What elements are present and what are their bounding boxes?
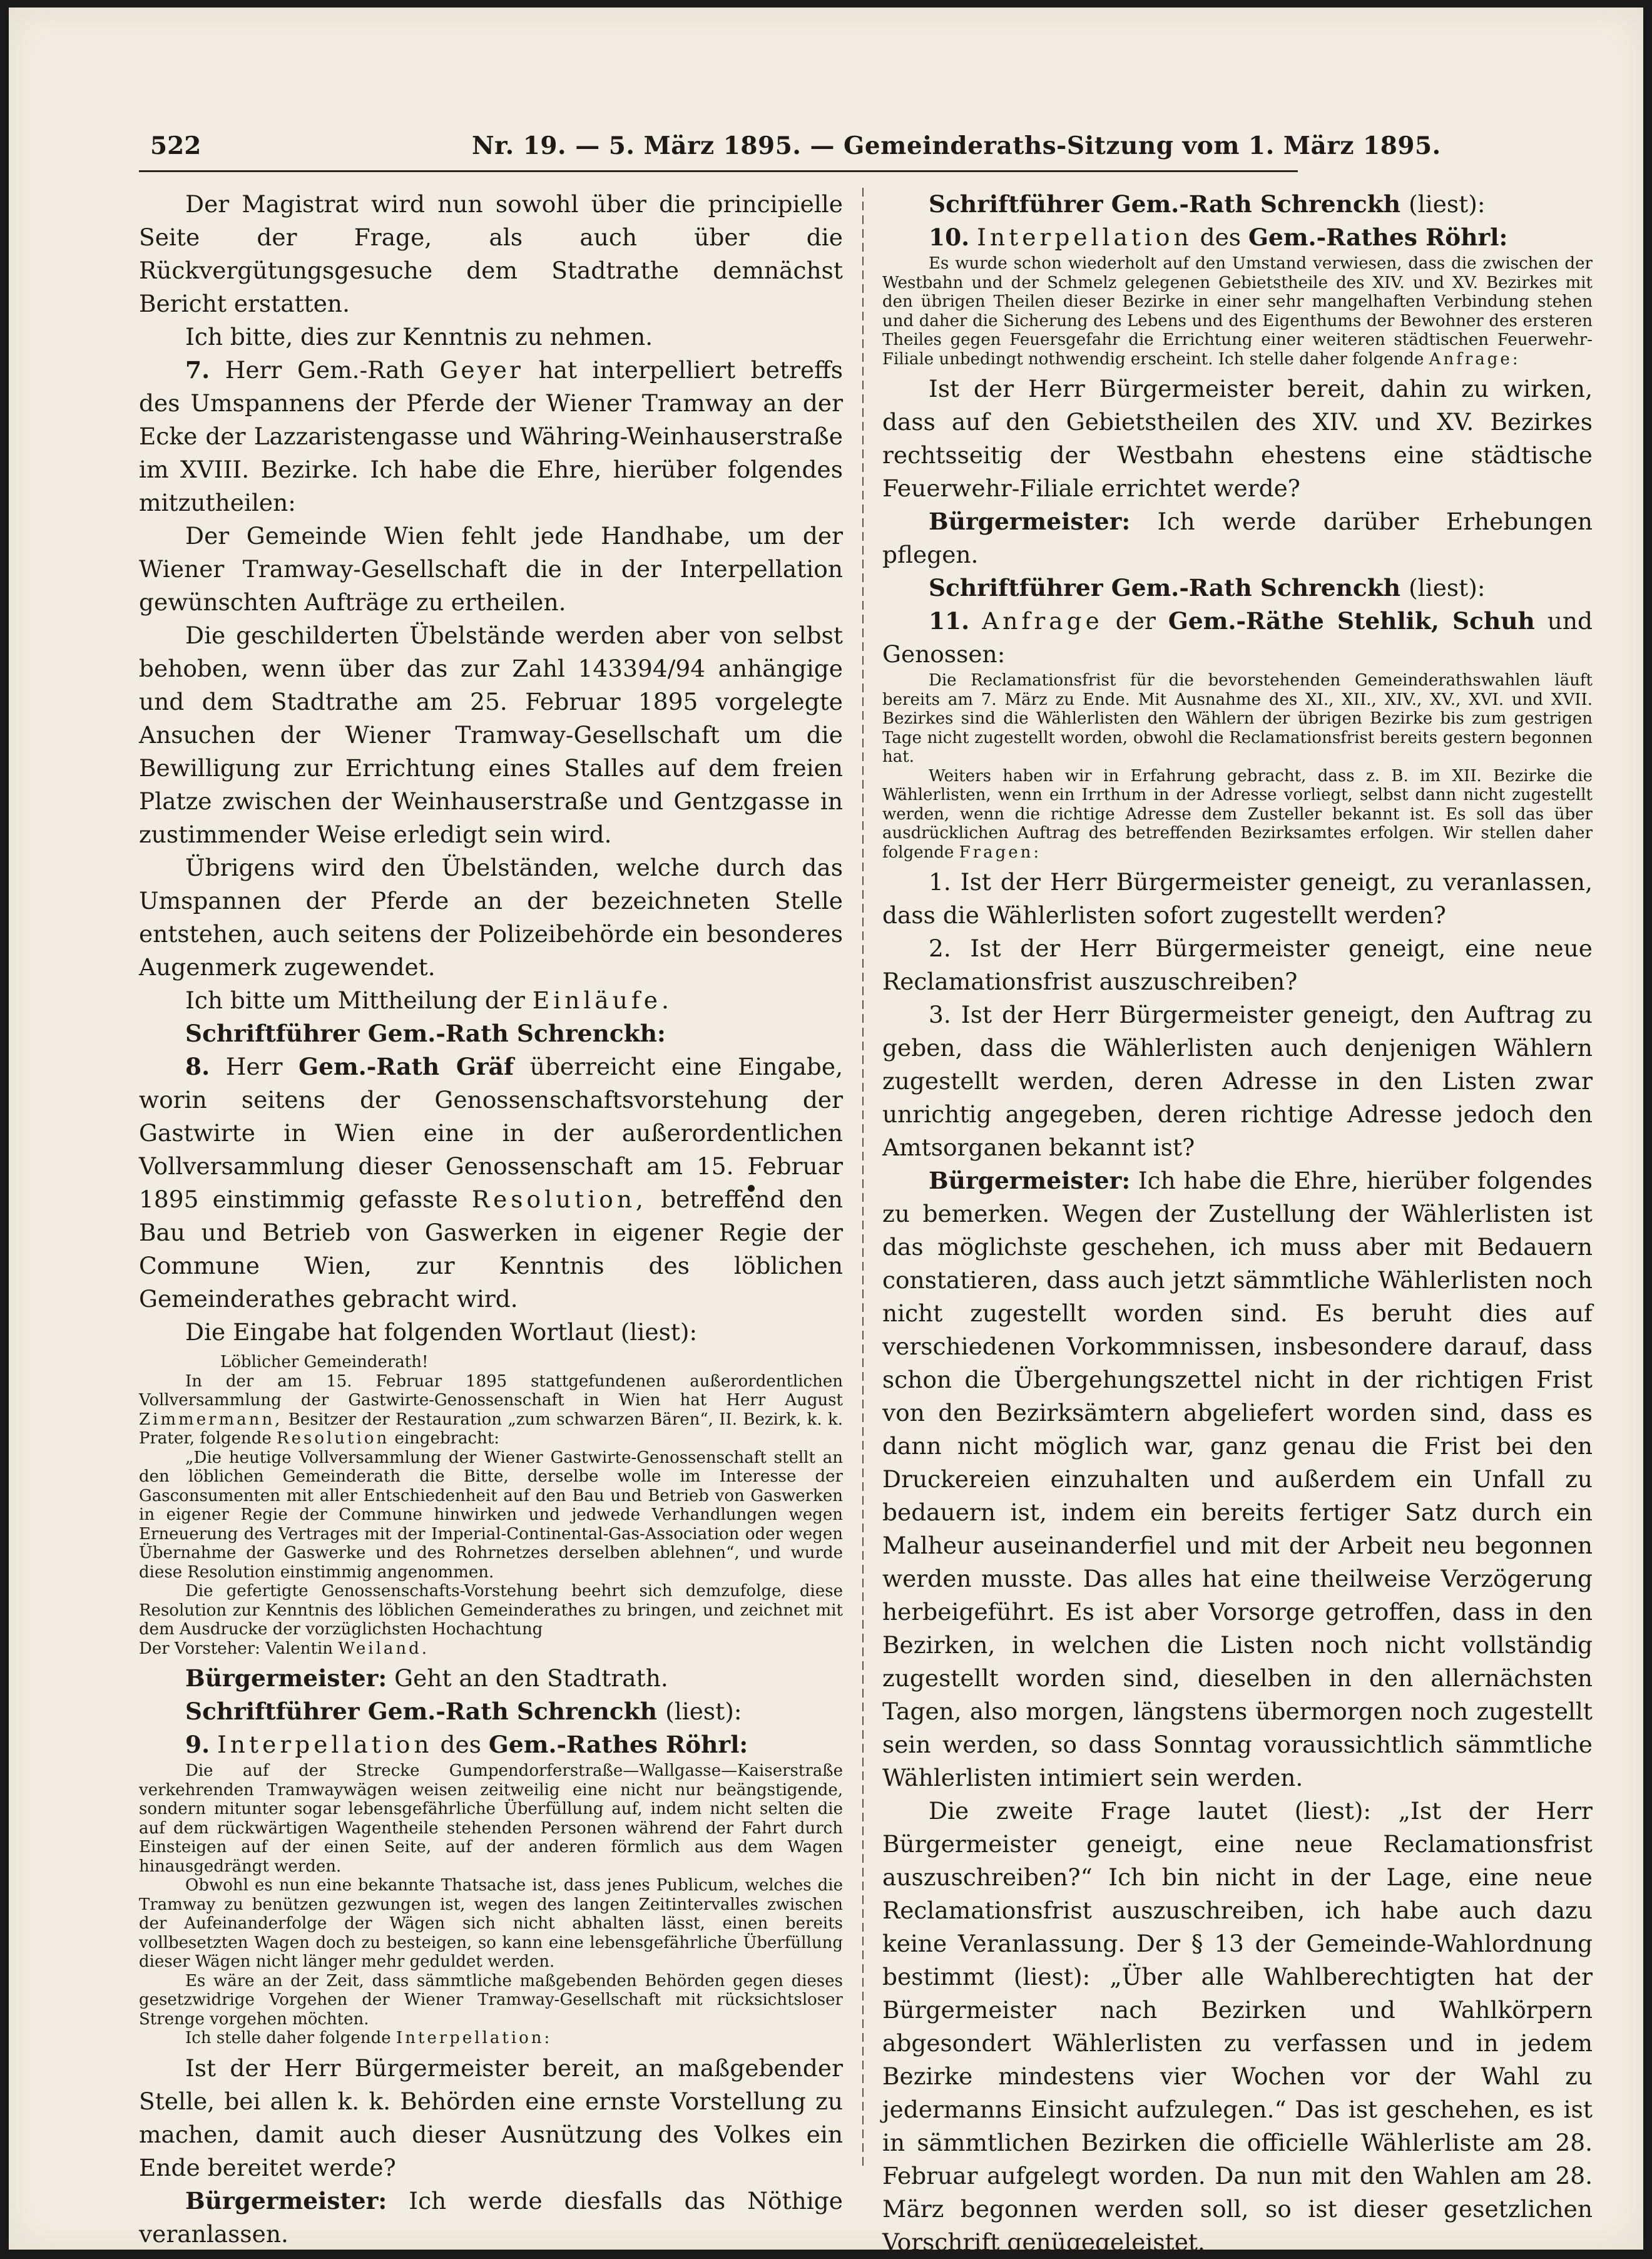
letter-salutation: Löblicher Gemeinderath! bbox=[220, 1353, 429, 1371]
mayor-response: Bürgermeister: Ich werde diesfalls das Nöthige veranlassen. bbox=[139, 2186, 843, 2248]
item-11-heading: 11. Anfrage der Gem.-Räthe Stehlik, Schuh und Genossen: bbox=[882, 607, 1593, 668]
inquiry-text: Die Reclamationsfrist für die bevorstehenden Gemeinderathswahlen läuft bereits am 7. März zu Ende. Mit Ausnahme des XI., XII., XIV., XV., XVI. und XVII. Bezirkes sind die Wählerlisten den Wählern der übrigen Bezirke bis zum gestrigen Tage nicht zugestellt worden, obwohl die Reclamationsfrist bereits gestern begonnen hat. bbox=[882, 671, 1593, 766]
paragraph: Die zweite Frage lautet (liest): „Ist der Herr Bürgermeister geneigt, eine neue Reclamationsfrist auszuschreiben?“ Ich bin nicht in der Lage, eine neue Reclamationsfrist auszuschreiben, ich habe auch dazu keine Veranlassung. Der § 13 der Gemeinde-Wahlordnung bestimmt (liest): „Über alle Wahlberechtigten hat der Bürgermeister nach Bezirken und Wahlkörpern abgesondert Wählerlisten zu verfassen und in jedem Bezirke mindestens vier Wochen vor der Wahl zu jedermanns Einsicht aufzulegen.“ Das ist geschehen, es ist in sämmtlichen Bezirken die officielle Wählerliste am 28. Februar aufgelegt worden. Da nun mit den Wahlen am 28. März begonnen werden soll, so ist dieser gesetzlichen Vorschrift genügegeleistet. bbox=[882, 1797, 1593, 2256]
interpellation-text: Obwohl es nun eine bekannte Thatsache ist, dass jenes Publicum, welches die Tramway zu benützen gezwungen ist, wegen des langen Zeitintervalles zwischen der Aufeinanderfolge der Wägen sich nicht abhalten lässt, einen bereits vollbesetzten Wagen doch zu besteigen, so kann eine lebensgefährliche Überfüllung dieser Wägen nicht länger mehr geduldet werden. bbox=[139, 1876, 843, 1971]
paragraph: Der Gemeinde Wien fehlt jede Handhabe, um der Wiener Tramway-Gesellschaft die in der Interpellation gewünschten Aufträge zu ertheilen. bbox=[139, 522, 843, 616]
letter-text: Die gefertigte Genossenschafts-Vorstehung beehrt sich demzufolge, diese Resolution zur Kenntnis des löblichen Gemeinderathes zu bringen, und zeichnet mit dem Ausdrucke der vorzüglichsten Hochachtung bbox=[139, 1582, 843, 1639]
paragraph: Ich bitte, dies zur Kenntnis zu nehmen. bbox=[185, 323, 653, 351]
question-3: 3. Ist der Herr Bürgermeister geneigt, den Auftrag zu geben, dass die Wählerlisten auch denjenigen Wählern zugestellt werden, deren Adresse in den Listen zwar unrichtig angegeben, deren richtige Adresse jedoch den Amtsorganen bekannt ist? bbox=[882, 1001, 1593, 1161]
left-column bbox=[139, 188, 843, 2251]
header-rule bbox=[139, 170, 1298, 172]
interpellation-text: Die auf der Strecke Gumpendorferstraße—Wallgasse—Kaiserstraße verkehrenden Tramwaywägen weisen zeitweilig eine nicht nur beängstigende, sondern mitunter sogar lebensgefährliche Überfüllung auf, indem nicht selten die auf dem rückwärtigen Wagentheile stehenden Personen während der Fahrt durch Einsteigen auf der einen Seite, auf der anderen förmlich aus dem Wagen hinausgedrängt werden. bbox=[139, 1761, 843, 1876]
item-8: 8. Herr Gem.-Rath Gräf überreicht eine Eingabe, worin seitens der Genossenschaftsvorstehung der Gastwirte in Wien eine in der außerordentlichen Vollversammlung dieser Genossenschaft am 15. Februar 1895 einstimmig gefasste Resolution, betreffend den Bau und Betrieb von Gaswerken in eigener Regie der Commune Wien, zur Kenntnis des löblichen Gemeinderathes gebracht wird. bbox=[139, 1053, 844, 1313]
letter-text: „Die heutige Vollversammlung der Wiener Gastwirte-Genossenschaft stellt an den löblichen Gemeinderath die Bitte, derselbe wolle im Interesse der Gasconsumenten mit aller Entschiedenheit auf den Bau und Betrieb von Gaswerken in eigener Regie der Commune hinwirken und jedwede Verhandlungen wegen Erneuerung des Vertrages mit der Imperial-Continental-Gas-Association oder wegen Übernahme der Gaswerke und des Rohrnetzes derselben ablehnen“, und wurde diese Resolution einstimmig angenommen. bbox=[139, 1448, 843, 1582]
inquiry-text: Weiters haben wir in Erfahrung gebracht, dass z. B. im XII. Bezirke die Wählerlisten, wenn ein Irrthum in der Adresse vorliegt, selbst dann nicht zugestellt werden, wenn die richtige Adresse dem Zusteller bekannt ist. Es soll das über ausdrücklichen Auftrag des betreffenden Bezirksamtes erfolgen. Wir stellen daher folgende Fragen: bbox=[882, 766, 1593, 862]
letter-text: In der am 15. Februar 1895 stattgefundenen außerordentlichen Vollversammlung der Gastwirte-Genossenschaft in Wien hat Herr August Zimmermann, Besitzer der Restauration „zum schwarzen Bären“, II. Bezirk, k. k. Prater, folgende Resolution eingebracht: bbox=[139, 1371, 844, 1448]
item-10-heading: 10. Interpellation des Gem.-Rathes Röhrl: bbox=[929, 223, 1508, 251]
running-title: Nr. 19. — 5. März 1895. — Gemeinderaths-Sitzung vom 1. März 1895. bbox=[472, 131, 1441, 160]
paragraph: Die Eingabe hat folgenden Wortlaut (liest): bbox=[185, 1318, 698, 1346]
page-number: 522 bbox=[150, 131, 201, 160]
interpellation-text: Es wäre an der Zeit, dass sämmtliche maßgebenden Behörden gegen dieses gesetzwidrige Vorgehen der Wiener Tramway-Gesellschaft mit rücksichtsloser Strenge vorgehen möchten. bbox=[139, 1971, 843, 2029]
paragraph: Ich bitte um Mittheilung der Einläufe. bbox=[185, 986, 673, 1014]
question-2: 2. Ist der Herr Bürgermeister geneigt, eine neue Reclamationsfrist auszuschreiben? bbox=[882, 935, 1593, 995]
item-9-heading: 9. Interpellation des Gem.-Rathes Röhrl: bbox=[185, 1731, 748, 1758]
page-header bbox=[140, 128, 1441, 165]
interpellation-text: Es wurde schon wiederholt auf den Umstand verwiesen, dass die zwischen der Westbahn und der Schmelz gelegenen Gebietstheile des XIV. und XV. Bezirkes mit den übrigen Theilen dieser Bezirke in einer sehr mangelhaften Verbindung stehen und daher die Sicherung des Lebens und des Eigenthums der Bewohner des ersteren Theiles gegen Feuersgefahr die Errichtung einer weiteren städtischen Feuerwehr-Filiale unbedingt nothwendig erscheint. Ich stelle daher folgende Anfrage: bbox=[882, 254, 1593, 369]
speaker-heading: Schriftführer Gem.-Rath Schrenckh: bbox=[185, 1020, 666, 1047]
paragraph: Die geschilderten Übelstände werden aber von selbst behoben, wenn über das zur Zahl 143394/94 anhängige und dem Stadtrathe am 25. Februar 1895 vorgelegte Ansuchen der Wiener Tramway-Gesellschaft um die Bewilligung zur Errichtung eines Stalles auf dem freien Platze zwischen der Weinhauserstraße und Gentzgasse in zustimmender Weise erledigt sein wird. bbox=[139, 622, 843, 848]
speaker-heading: Schriftführer Gem.-Rath Schrenckh (liest): bbox=[929, 190, 1486, 218]
paragraph: Der Magistrat wird nun sowohl über die principielle Seite der Frage, als auch über die Rückvergütungsgesuche dem Stadtrathe demnächst Bericht erstatten. bbox=[139, 190, 843, 317]
column-divider bbox=[862, 188, 864, 2166]
paragraph: Übrigens wird den Übelständen, welche durch das Umspannen der Pferde an der bezeichneten Stelle entstehen, auch seitens der Polizeibehörde ein besonderes Augenmerk zugewendet. bbox=[139, 854, 843, 981]
speaker-heading: Schriftführer Gem.-Rath Schrenckh (liest): bbox=[929, 574, 1486, 602]
right-column bbox=[882, 188, 1593, 2259]
question: Ist der Herr Bürgermeister bereit, dahin zu wirken, dass auf den Gebietstheilen des XIV. und XV. Bezirkes rechtsseitig der Westbahn ehestens eine städtische Feuerwehr-Filiale errichtet werde? bbox=[882, 375, 1593, 502]
mayor-response: Bürgermeister: Ich werde darüber Erhebungen pflegen. bbox=[882, 508, 1593, 568]
letter-signature: Der Vorsteher: Valentin Weiland. bbox=[139, 1639, 430, 1658]
mayor-response: Bürgermeister: Ich habe die Ehre, hierüber folgendes zu bemerken. Wegen der Zustellung der Wählerlisten ist das möglichste geschehen, ich muss aber mit Bedauern constatieren, dass auch jetzt sämmtliche Wählerlisten noch nicht zugestellt worden sind. Es beruht dies auf verschiedenen Vorkommnissen, insbesondere darauf, dass schon die Übergehungszettel nicht in der richtigen Frist von den Bezirksämtern abgeliefert worden sind, dass es dann nicht möglich war, ganz genau die Frist bei den Druckereien einzuhalten und außerdem ein Unfall zu bedauern ist, indem ein bereits fertiger Satz durch ein Malheur auseinanderfiel und mit der Arbeit neu begonnen werden musste. Das alles hat eine theilweise Verzögerung herbeigeführt. Es ist aber Vorsorge getroffen, dass in den Bezirken, in welchen die Listen noch nicht vollständig zugestellt worden sind, dieselben in den allernächsten Tagen, also morgen, längstens übermorgen noch zugestellt sein werden, so dass Sonntag voraussichtlich sämmtliche Wählerlisten intimiert sein werden. bbox=[882, 1167, 1593, 1791]
interpellation-text: Ich stelle daher folgende Interpellation: bbox=[185, 2029, 553, 2047]
speaker-heading: Schriftführer Gem.-Rath Schrenckh (liest): bbox=[185, 1698, 742, 1725]
question: Ist der Herr Bürgermeister bereit, an maßgebender Stelle, bei allen k. k. Behörden eine ernste Vorstellung zu machen, damit auch dieser Ausnützung des Volkes ein Ende bereitet werde? bbox=[139, 2054, 843, 2181]
question-1: 1. Ist der Herr Bürgermeister geneigt, zu veranlassen, dass die Wählerlisten sofort zugestellt werden? bbox=[882, 868, 1593, 929]
mayor-response: Bürgermeister: Geht an den Stadtrath. bbox=[185, 1664, 668, 1692]
item-7: 7. Herr Gem.-Rath Geyer hat interpelliert betreffs des Umspannens der Pferde der Wiener Tramway an der Ecke der Lazzaristengasse und Währing-Weinhauserstraße im XVIII. Bezirke. Ich habe die Ehre, hierüber folgendes mitzutheilen: bbox=[139, 356, 844, 516]
